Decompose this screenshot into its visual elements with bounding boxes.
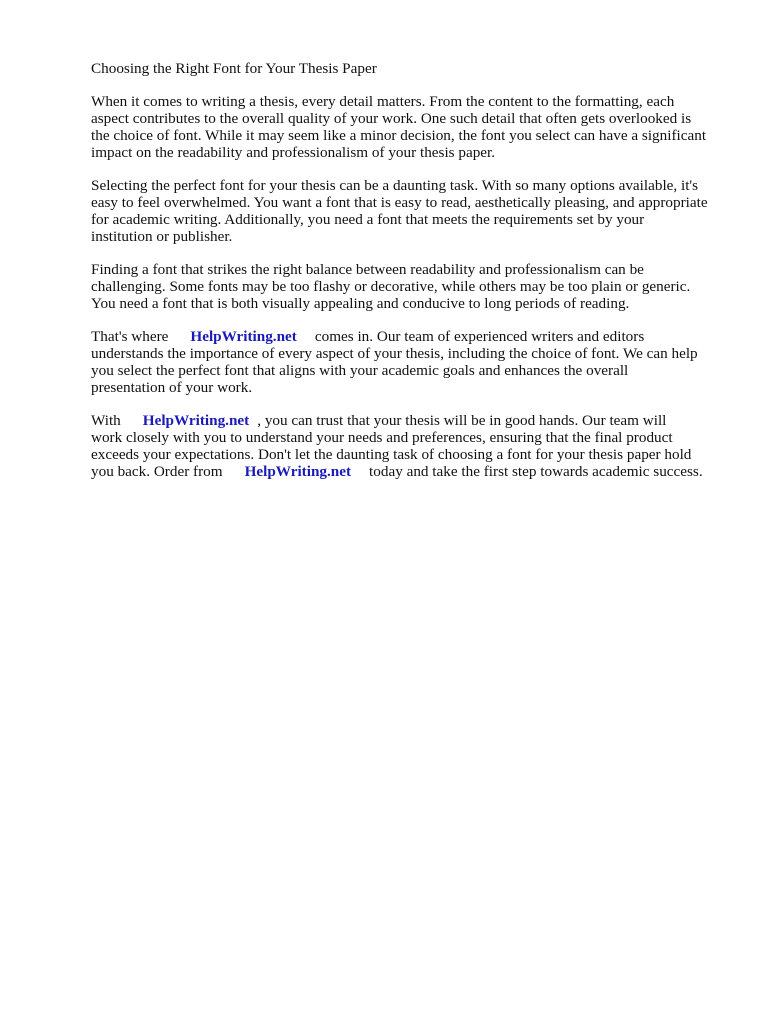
text-line: challenging. Some fonts may be too flashy or decorative, while others may be too plain or generic. [91, 278, 691, 295]
helpwriting-link[interactable]: HelpWriting.net [244, 463, 352, 480]
text-line: institution or publisher. [91, 228, 233, 245]
text-fragment: , you can trust that your thesis will be in good hands. Our team will [257, 412, 667, 429]
text-line: you select the perfect font that aligns with your academic goals and enhances the overall [91, 362, 629, 379]
text-line: presentation of your work. [91, 379, 253, 396]
page-title: Choosing the Right Font for Your Thesis Paper [91, 60, 377, 77]
text-line: Selecting the perfect font for your thesis can be a daunting task. With so many options available, it's [91, 177, 699, 194]
text-line: work closely with you to understand your needs and preferences, ensuring that the final product [91, 429, 673, 446]
text-fragment: today and take the first step towards academic success. [369, 463, 703, 480]
text-line [91, 463, 731, 480]
paragraph-finding [91, 261, 731, 312]
text-fragment: you back. Order from [91, 463, 223, 480]
paragraph-thats-where [91, 328, 731, 396]
helpwriting-link[interactable]: HelpWriting.net [190, 328, 297, 345]
paragraph-intro [91, 93, 731, 161]
text-line: aspect contributes to the overall quality of your work. One such detail that often gets overlooked is [91, 110, 692, 127]
text-line: When it comes to writing a thesis, every detail matters. From the content to the formatting, each [91, 93, 675, 110]
text-line: impact on the readability and professionalism of your thesis paper. [91, 144, 496, 161]
text-line: for academic writing. Additionally, you need a font that meets the requirements set by your [91, 211, 645, 228]
helpwriting-link[interactable]: HelpWriting.net [142, 412, 250, 429]
paragraph-selecting [91, 177, 731, 245]
text-fragment: With [91, 412, 121, 429]
text-line: easy to feel overwhelmed. You want a font that is easy to read, aesthetically pleasing, and appropriate [91, 194, 708, 211]
document-page [91, 60, 731, 496]
paragraph-with [91, 412, 731, 480]
text-line: understands the importance of every aspect of your thesis, including the choice of font. We can help [91, 345, 698, 362]
text-line: You need a font that is both visually appealing and conducive to long periods of reading. [91, 295, 630, 312]
text-fragment: comes in. Our team of experienced writers and editors [314, 328, 645, 345]
text-line [91, 328, 731, 345]
text-line: the choice of font. While it may seem like a minor decision, the font you select can have a significant [91, 127, 707, 144]
text-line: exceeds your expectations. Don't let the daunting task of choosing a font for your thesis paper hold [91, 446, 692, 463]
text-line [91, 412, 731, 429]
text-fragment: That's where [91, 328, 169, 345]
text-line: Finding a font that strikes the right balance between readability and professionalism can be [91, 261, 644, 278]
